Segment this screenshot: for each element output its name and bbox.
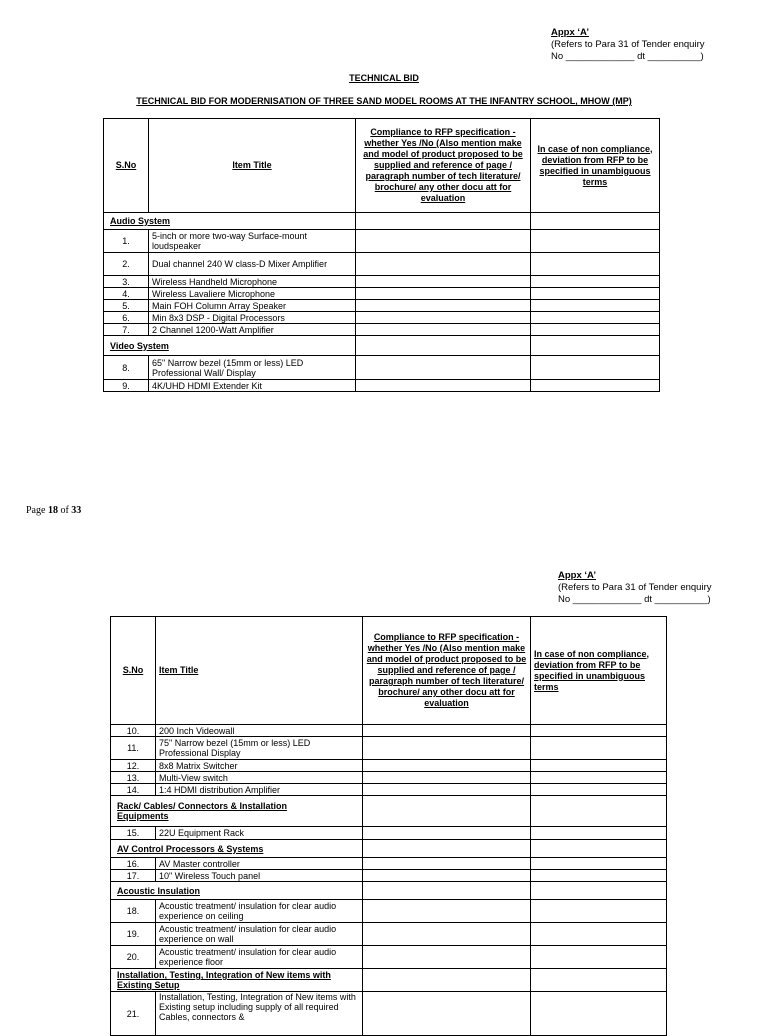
item-title-cell: AV Master controller bbox=[156, 858, 363, 870]
item-title-cell: 200 Inch Videowall bbox=[156, 725, 363, 737]
compliance-cell[interactable] bbox=[363, 969, 531, 992]
section-row bbox=[104, 213, 660, 230]
deviation-cell[interactable] bbox=[531, 336, 660, 356]
section-title: Installation, Testing, Integration of New items with Existing Setup bbox=[111, 969, 363, 992]
page-number-current: 18 bbox=[47, 505, 58, 516]
compliance-cell[interactable] bbox=[363, 737, 531, 760]
compliance-cell[interactable] bbox=[356, 356, 531, 380]
compliance-cell[interactable] bbox=[363, 772, 531, 784]
deviation-cell[interactable] bbox=[531, 324, 660, 336]
compliance-cell[interactable] bbox=[363, 725, 531, 737]
table-header-row bbox=[104, 119, 660, 213]
page-number bbox=[26, 505, 81, 516]
compliance-cell[interactable] bbox=[363, 923, 531, 946]
sno-cell: 16. bbox=[111, 858, 156, 870]
table-row bbox=[111, 737, 667, 760]
table-row bbox=[104, 288, 660, 300]
deviation-cell[interactable] bbox=[531, 737, 667, 760]
deviation-cell[interactable] bbox=[531, 840, 667, 858]
item-title-cell: Main FOH Column Array Speaker bbox=[149, 300, 356, 312]
sno-cell: 10. bbox=[111, 725, 156, 737]
item-title-cell: Acoustic treatment/ insulation for clear audio experience on wall bbox=[156, 923, 363, 946]
deviation-cell[interactable] bbox=[531, 213, 660, 230]
item-title-cell: Min 8x3 DSP - Digital Processors bbox=[149, 312, 356, 324]
sno-cell: 11. bbox=[111, 737, 156, 760]
appx-tender-no-line: No _____________ dt __________) bbox=[558, 594, 711, 605]
deviation-cell[interactable] bbox=[531, 380, 660, 392]
table-row bbox=[111, 725, 667, 737]
deviation-cell[interactable] bbox=[531, 276, 660, 288]
item-title-cell: 4K/UHD HDMI Extender Kit bbox=[149, 380, 356, 392]
sno-cell: 21. bbox=[111, 992, 156, 1036]
sno-cell: 15. bbox=[111, 827, 156, 840]
appx-block bbox=[558, 570, 712, 606]
section-title: Video System bbox=[104, 336, 356, 356]
section-title: Acoustic Insulation bbox=[111, 882, 363, 900]
document-title: TECHNICAL BID bbox=[349, 73, 419, 83]
section-row bbox=[111, 882, 667, 900]
deviation-cell[interactable] bbox=[531, 288, 660, 300]
table-header-row bbox=[111, 617, 667, 725]
deviation-cell[interactable] bbox=[531, 969, 667, 992]
appx-block bbox=[551, 27, 705, 63]
sno-cell: 3. bbox=[104, 276, 149, 288]
compliance-cell[interactable] bbox=[356, 380, 531, 392]
deviation-cell[interactable] bbox=[531, 900, 667, 923]
compliance-cell[interactable] bbox=[356, 324, 531, 336]
table-row bbox=[111, 772, 667, 784]
page-number-total: 33 bbox=[71, 505, 82, 516]
sno-cell: 18. bbox=[111, 900, 156, 923]
compliance-cell[interactable] bbox=[363, 784, 531, 796]
compliance-cell[interactable] bbox=[363, 882, 531, 900]
item-title-cell: 2 Channel 1200-Watt Amplifier bbox=[149, 324, 356, 336]
sno-cell: 5. bbox=[104, 300, 149, 312]
page-number-prefix: Page bbox=[26, 505, 48, 516]
deviation-cell[interactable] bbox=[531, 923, 667, 946]
sno-cell: 14. bbox=[111, 784, 156, 796]
item-title-cell: Acoustic treatment/ insulation for clear audio experience floor bbox=[156, 946, 363, 969]
header-compliance: Compliance to RFP specification - whether Yes /No (Also mention make and model of product proposed to be supplied and reference of page / paragraph number of tech literature/ brochure/ any other docu att for evaluation bbox=[363, 617, 531, 725]
sno-cell: 20. bbox=[111, 946, 156, 969]
compliance-cell[interactable] bbox=[356, 230, 531, 253]
table-row bbox=[104, 300, 660, 312]
sno-cell: 8. bbox=[104, 356, 149, 380]
deviation-cell[interactable] bbox=[531, 356, 660, 380]
table-row bbox=[104, 230, 660, 253]
section-title: Rack/ Cables/ Connectors & Installation Equipments bbox=[111, 796, 363, 827]
section-row bbox=[111, 969, 667, 992]
item-title-cell: Installation, Testing, Integration of New items with Existing setup including supply of all required Cables, connectors & bbox=[156, 992, 363, 1036]
item-title-cell: Multi-View switch bbox=[156, 772, 363, 784]
table-row bbox=[111, 946, 667, 969]
compliance-cell[interactable] bbox=[363, 900, 531, 923]
appx-heading: Appx ‘A’ bbox=[551, 27, 590, 38]
item-title-cell: Wireless Handheld Microphone bbox=[149, 276, 356, 288]
compliance-cell[interactable] bbox=[363, 827, 531, 840]
compliance-cell[interactable] bbox=[356, 213, 531, 230]
deviation-cell[interactable] bbox=[531, 725, 667, 737]
deviation-cell[interactable] bbox=[531, 230, 660, 253]
section-row bbox=[111, 796, 667, 827]
table-row bbox=[104, 312, 660, 324]
deviation-cell[interactable] bbox=[531, 870, 667, 882]
sno-cell: 17. bbox=[111, 870, 156, 882]
item-title-cell: 10" Wireless Touch panel bbox=[156, 870, 363, 882]
compliance-cell[interactable] bbox=[363, 858, 531, 870]
item-title-cell: 75" Narrow bezel (15mm or less) LED Professional Display bbox=[156, 737, 363, 760]
item-title-cell: 5-inch or more two-way Surface-mount loudspeaker bbox=[149, 230, 356, 253]
deviation-cell[interactable] bbox=[531, 772, 667, 784]
deviation-cell[interactable] bbox=[531, 253, 660, 276]
compliance-cell[interactable] bbox=[363, 870, 531, 882]
item-title-cell: Acoustic treatment/ insulation for clear audio experience on ceiling bbox=[156, 900, 363, 923]
appx-reference-line: (Refers to Para 31 of Tender enquiry bbox=[551, 39, 705, 50]
deviation-cell[interactable] bbox=[531, 858, 667, 870]
compliance-cell[interactable] bbox=[356, 253, 531, 276]
item-title-cell: 8x8 Matrix Switcher bbox=[156, 760, 363, 772]
sno-cell: 9. bbox=[104, 380, 149, 392]
item-title-cell: 22U Equipment Rack bbox=[156, 827, 363, 840]
compliance-cell[interactable] bbox=[356, 312, 531, 324]
sno-cell: 4. bbox=[104, 288, 149, 300]
compliance-cell[interactable] bbox=[356, 276, 531, 288]
compliance-cell[interactable] bbox=[363, 946, 531, 969]
compliance-cell[interactable] bbox=[356, 300, 531, 312]
table-row bbox=[104, 356, 660, 380]
deviation-cell[interactable] bbox=[531, 760, 667, 772]
section-row bbox=[111, 840, 667, 858]
table-row bbox=[111, 992, 667, 1036]
sno-cell: 1. bbox=[104, 230, 149, 253]
table-row bbox=[111, 760, 667, 772]
deviation-cell[interactable] bbox=[531, 882, 667, 900]
sno-cell: 19. bbox=[111, 923, 156, 946]
appx-heading: Appx ‘A’ bbox=[558, 570, 597, 581]
item-title-cell: 1:4 HDMI distribution Amplifier bbox=[156, 784, 363, 796]
deviation-cell[interactable] bbox=[531, 796, 667, 827]
table-row bbox=[111, 858, 667, 870]
compliance-cell[interactable] bbox=[363, 796, 531, 827]
header-deviation: In case of non compliance, deviation from RFP to be specified in unambiguous terms bbox=[531, 119, 660, 213]
header-compliance: Compliance to RFP specification - whether Yes /No (Also mention make and model of product proposed to be supplied and reference of page / paragraph number of tech literature/ brochure/ any other docu att for evaluation bbox=[356, 119, 531, 213]
technical-bid-table-continued bbox=[110, 616, 667, 1036]
compliance-cell[interactable] bbox=[363, 760, 531, 772]
section-row bbox=[104, 336, 660, 356]
appx-reference-line: (Refers to Para 31 of Tender enquiry bbox=[558, 582, 712, 593]
page-number-of: of bbox=[57, 505, 72, 516]
deviation-cell[interactable] bbox=[531, 992, 667, 1036]
compliance-cell[interactable] bbox=[356, 336, 531, 356]
compliance-cell[interactable] bbox=[363, 840, 531, 858]
sno-cell: 13. bbox=[111, 772, 156, 784]
deviation-cell[interactable] bbox=[531, 946, 667, 969]
deviation-cell[interactable] bbox=[531, 827, 667, 840]
appx-tender-no-line: No _____________ dt __________) bbox=[551, 51, 704, 62]
compliance-cell[interactable] bbox=[363, 992, 531, 1036]
sno-cell: 7. bbox=[104, 324, 149, 336]
table-row bbox=[111, 784, 667, 796]
table-row bbox=[104, 276, 660, 288]
section-title: AV Control Processors & Systems bbox=[111, 840, 363, 858]
header-item-title: Item Title bbox=[149, 119, 356, 213]
sno-cell: 2. bbox=[104, 253, 149, 276]
table-row bbox=[111, 827, 667, 840]
item-title-cell: Dual channel 240 W class-D Mixer Amplifier bbox=[149, 253, 356, 276]
section-title: Audio System bbox=[104, 213, 356, 230]
deviation-cell[interactable] bbox=[531, 312, 660, 324]
deviation-cell[interactable] bbox=[531, 300, 660, 312]
table-row bbox=[104, 324, 660, 336]
item-title-cell: Wireless Lavaliere Microphone bbox=[149, 288, 356, 300]
technical-bid-table bbox=[103, 118, 660, 392]
sno-cell: 6. bbox=[104, 312, 149, 324]
table-row bbox=[111, 923, 667, 946]
compliance-cell[interactable] bbox=[356, 288, 531, 300]
header-deviation: In case of non compliance, deviation from RFP to be specified in unambiguous terms bbox=[531, 617, 667, 725]
deviation-cell[interactable] bbox=[531, 784, 667, 796]
document-subtitle: TECHNICAL BID FOR MODERNISATION OF THREE SAND MODEL ROOMS AT THE INFANTRY SCHOOL, MHOW (MP) bbox=[136, 96, 632, 106]
table-row bbox=[111, 900, 667, 923]
item-title-cell: 65" Narrow bezel (15mm or less) LED Professional Wall/ Display bbox=[149, 356, 356, 380]
table-row bbox=[111, 870, 667, 882]
header-sno: S.No bbox=[111, 617, 156, 725]
header-sno: S.No bbox=[104, 119, 149, 213]
header-item-title: Item Title bbox=[156, 617, 363, 725]
table-row bbox=[104, 380, 660, 392]
sno-cell: 12. bbox=[111, 760, 156, 772]
table-row bbox=[104, 253, 660, 276]
